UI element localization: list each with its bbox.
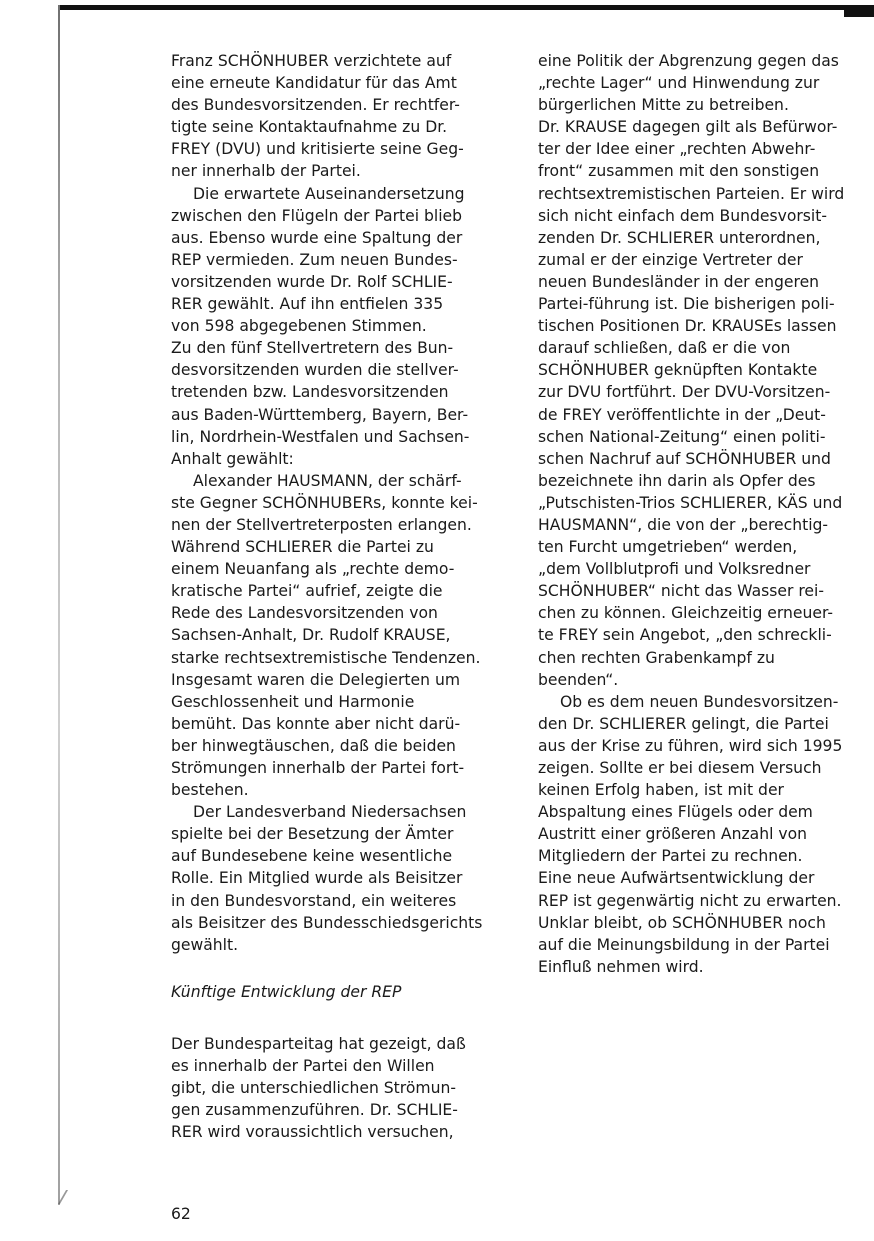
left-column [171,50,513,1143]
left-paragraph-5: Der Landesverband Niedersachsen spielte bei der Besetzung der Ämter auf Bundesebene keine wesentliche Rolle. Ein Mitglied wurde als Beisitzer in den Bundesvorstand, ein weiteres als Beisitzer des Bundesschiedsgerichts gewählt. [171,803,483,954]
right-paragraph-2: Ob es dem neuen Bundesvorsitzen- den Dr. SCHLIERER gelingt, die Partei aus der Krise zu führen, wird sich 1995 zeigen. Sollte er bei diesem Versuch keinen Erfolg haben, ist mit der Abspaltung eines Flügels oder dem Austritt einer größeren Anzahl von Mitgliedern der Partei zu rechnen. Eine neue Aufwärtsentwicklung der REP ist gegenwärtig nicht zu erwarten. Unklar bleibt, ob SCHÖNHUBER noch auf die Meinungsbildung in der Partei Einfluß nehmen wird. [538,692,843,976]
scan-edge-mark [58,1190,78,1204]
left-paragraph-1: Franz SCHÖNHUBER verzichtete auf eine erneute Kandidatur für das Amt des Bundesvorsitzenden. Er rechtfer- tigte seine Kontaktaufnahme zu Dr. FREY (DVU) und kritisierte seine Geg- ner innerhalb der Partei. [171,52,464,181]
right-column [538,50,874,978]
top-rule [60,5,874,10]
section-heading: Künftige Entwicklung der REP [171,982,402,1001]
left-paragraph-3: Zu den fünf Stellvertretern des Bun- desvorsitzenden wurden die stellver- tretenden bzw. Landesvorsitzenden aus Baden-Württemberg, Bayern, Ber- lin, Nordrhein-Westfalen und Sachsen- Anhalt gewählt: [171,339,470,468]
left-paragraph-2: Die erwartete Auseinandersetzung zwischen den Flügeln der Partei blieb aus. Ebenso wurde eine Spaltung der REP vermieden. Zum neuen Bundes- vorsitzenden wurde Dr. Rolf SCHLIE- RER gewählt. Auf ihn entfielen 335 von 598 abgegebenen Stimmen. [171,184,465,336]
page-number: 62 [171,1205,191,1223]
left-paragraph-4: Alexander HAUSMANN, der schärf- ste Gegner SCHÖNHUBERs, konnte kei- nen der Stellvertreterposten erlangen. Während SCHLIERER die Partei zu einem Neuanfang als „rechte demo- kratische Partei“ aufrief, zeigte die Rede des Landesvorsitzenden von Sachsen-Anhalt, Dr. Rudolf KRAUSE, starke rechtsextremistische Tendenzen. Insgesamt waren die Delegierten um Geschlossenheit und Harmonie bemüht. Das konnte aber nicht darü- ber hinwegtäuschen, daß die beiden Strömungen innerhalb der Partei fort- bestehen. [171,471,481,800]
scan-left-edge [58,5,60,1205]
top-rule-corner [844,9,874,17]
left-paragraph-6: Der Bundesparteitag hat gezeigt, daß es innerhalb der Partei den Willen gibt, die unterschiedlichen Strömun- gen zusammenzuführen. Dr. SCHLIE- RER wird voraussichtlich versuchen, [171,1034,466,1142]
right-paragraph-1: eine Politik der Abgrenzung gegen das „rechte Lager“ und Hinwendung zur bürgerlichen Mitte zu betreiben. Dr. KRAUSE dagegen gilt als Befürwor- ter der Idee einer „rechten Abwehr- front“ zusammen mit den sonstigen rechtsextremistischen Parteien. Er wird sich nicht einfach dem Bundesvorsit- zenden Dr. SCHLIERER unterordnen, zumal er der einzige Vertreter der neuen Bundesländer in der engeren Partei-führung ist. Die bisherigen poli- tischen Positionen Dr. KRAUSEs lassen darauf schließen, daß er die von SCHÖNHUBER geknüpften Kontakte zur DVU fortführt. Der DVU-Vorsitzen- de FREY veröffentlichte in der „Deut- schen National-Zeitung“ einen politi- schen Nachruf auf SCHÖNHUBER und bezeichnete ihn darin als Opfer des „Putschisten-Trios SCHLIERER, KÄS und HAUSMANN“, die von der „berechtig- ten Furcht umgetrieben“ werden, „dem Vollblutprofi und Volksredner SCHÖNHUBER“ nicht das Wasser rei- chen zu können. Gleichzeitig erneuer- te FREY sein Angebot, „den schreckli- chen rechten Grabenkampf zu beenden“. [538,52,845,689]
